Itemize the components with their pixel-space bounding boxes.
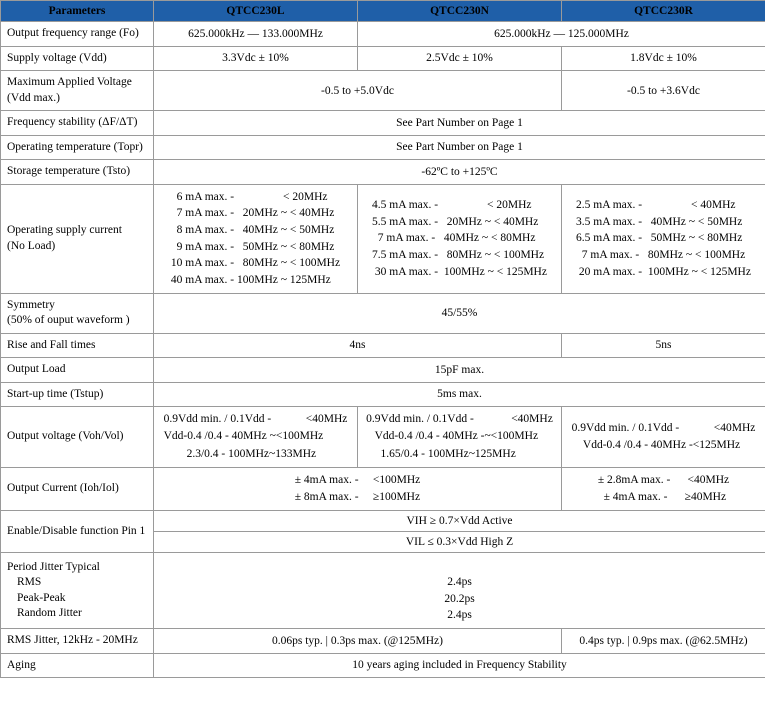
frequency-stability-value: See Part Number on Page 1 xyxy=(154,111,765,136)
rms-jitter-r: 0.4ps typ. | 0.9ps max. (@62.5MHz) xyxy=(562,629,765,654)
period-jitter-random-value: 2.4ps xyxy=(447,609,472,622)
table-row xyxy=(1,293,765,333)
table-body xyxy=(1,22,765,678)
supply-current-r-item: 7 mA max. - 80MHz ~ < 100MHz xyxy=(576,248,746,261)
output-voltage-r-item: 0.9Vdd min. / 0.1Vdd - <40MHz xyxy=(571,421,756,434)
startup-time-value: 5ms max. xyxy=(154,382,765,407)
period-jitter-label-peak-peak: Peak-Peak xyxy=(17,591,66,604)
operating-temperature-value: See Part Number on Page 1 xyxy=(154,135,765,160)
column-header-qtcc230n: QTCC230N xyxy=(358,1,562,22)
table-row xyxy=(1,511,765,532)
row-label-startup-time: Start-up time (Tstup) xyxy=(1,382,154,407)
table-row xyxy=(1,358,765,383)
table-row xyxy=(1,71,765,111)
table-row xyxy=(1,553,765,629)
table-row xyxy=(1,46,765,71)
output-voltage-n xyxy=(358,407,562,468)
period-jitter-label-line1: Period Jitter Typical xyxy=(7,560,100,573)
row-label-operating-supply-current xyxy=(1,184,154,293)
enable-disable-vih: VIH ≥ 0.7×Vdd Active xyxy=(154,511,765,532)
output-voltage-r-item: Vdd-0.4 /0.4 - 40MHz -<125MHz xyxy=(571,439,741,452)
output-frequency-nr: 625.000kHz — 125.000MHz xyxy=(358,22,765,47)
supply-voltage-l: 3.3Vdc ± 10% xyxy=(154,46,358,71)
table-row xyxy=(1,184,765,293)
table-header xyxy=(1,1,765,22)
rms-jitter-ln: 0.06ps typ. | 0.3ps max. (@125MHz) xyxy=(154,629,562,654)
row-label-frequency-stability: Frequency stability (ΔF/ΔT) xyxy=(1,111,154,136)
row-label-period-jitter xyxy=(1,553,154,629)
row-label-storage-temperature: Storage temperature (Tsto) xyxy=(1,160,154,185)
output-voltage-n-item: 1.65/0.4 - 100MHz~125MHz xyxy=(366,447,516,460)
rise-fall-ln: 4ns xyxy=(154,333,562,358)
output-current-r-item: ± 2.8mA max. - <40MHz xyxy=(597,473,730,486)
column-header-parameters: Parameters xyxy=(1,1,154,22)
supply-current-label-line1: Operating supply current xyxy=(7,224,122,237)
output-current-r-item: ± 4mA max. - ≥40MHz xyxy=(597,491,727,504)
table-header-row xyxy=(1,1,765,22)
period-jitter-label-rms: RMS xyxy=(17,576,42,589)
column-header-qtcc230r: QTCC230R xyxy=(562,1,765,22)
period-jitter-peak-peak-value: 20.2ps xyxy=(444,592,475,605)
row-label-output-current: Output Current (Ioh/Iol) xyxy=(1,467,154,511)
supply-current-n-item: 7.5 mA max. - 80MHz ~ < 100MHz xyxy=(372,248,545,261)
row-label-supply-voltage: Supply voltage (Vdd) xyxy=(1,46,154,71)
output-current-r xyxy=(562,467,765,511)
supply-current-l-item: 6 mA max. - < 20MHz xyxy=(170,190,328,203)
supply-current-n-item: 4.5 mA max. - < 20MHz xyxy=(372,198,532,211)
table-row xyxy=(1,135,765,160)
max-applied-label-line2: (Vdd max.) xyxy=(7,91,61,104)
supply-current-l xyxy=(154,184,358,293)
rise-fall-r: 5ns xyxy=(562,333,765,358)
table-row xyxy=(1,467,765,511)
max-applied-ln: -0.5 to +5.0Vdc xyxy=(154,71,562,111)
output-current-ln-item: ± 4mA max. - <100MHz xyxy=(294,473,421,486)
supply-voltage-r: 1.8Vdc ± 10% xyxy=(562,46,765,71)
output-voltage-l-item: 0.9Vdd min. / 0.1Vdd - <40MHz xyxy=(163,413,348,426)
storage-temperature-value: -62ºC to +125ºC xyxy=(154,160,765,185)
supply-current-l-item: 9 mA max. - 50MHz ~ < 80MHz xyxy=(170,240,335,253)
row-label-aging: Aging xyxy=(1,653,154,678)
row-label-output-load: Output Load xyxy=(1,358,154,383)
output-current-ln-item: ± 8mA max. - ≥100MHz xyxy=(294,491,421,504)
enable-disable-vil: VIL ≤ 0.3×Vdd High Z xyxy=(154,532,765,553)
supply-current-l-item: 7 mA max. - 20MHz ~ < 40MHz xyxy=(170,207,335,220)
row-label-max-applied-voltage xyxy=(1,71,154,111)
table-row xyxy=(1,160,765,185)
row-label-enable-disable: Enable/Disable function Pin 1 xyxy=(1,511,154,553)
row-label-operating-temperature: Operating temperature (Topr) xyxy=(1,135,154,160)
row-label-output-frequency: Output frequency range (Fo) xyxy=(1,22,154,47)
row-label-rise-fall-times: Rise and Fall times xyxy=(1,333,154,358)
table-row xyxy=(1,111,765,136)
symmetry-label-line1: Symmetry xyxy=(7,298,55,311)
table-row xyxy=(1,629,765,654)
output-voltage-r xyxy=(562,407,765,468)
table-row xyxy=(1,382,765,407)
supply-current-r xyxy=(562,184,765,293)
output-frequency-l: 625.000kHz — 133.000MHz xyxy=(154,22,358,47)
supply-current-r-item: 2.5 mA max. - < 40MHz xyxy=(576,198,736,211)
supply-current-n-item: 5.5 mA max. - 20MHz ~ < 40MHz xyxy=(372,215,539,228)
output-load-value: 15pF max. xyxy=(154,358,765,383)
supply-current-n xyxy=(358,184,562,293)
symmetry-label-line2: (50% of ouput waveform ) xyxy=(7,314,130,327)
column-header-qtcc230l: QTCC230L xyxy=(154,1,358,22)
table-row xyxy=(1,22,765,47)
supply-current-r-item: 20 mA max. - 100MHz ~ < 125MHz xyxy=(576,265,751,278)
supply-current-n-item: 7 mA max. - 40MHz ~ < 80MHz xyxy=(372,232,536,245)
output-current-ln xyxy=(154,467,562,511)
supply-current-l-item: 8 mA max. - 40MHz ~ < 50MHz xyxy=(170,223,335,236)
table-row xyxy=(1,333,765,358)
output-voltage-l xyxy=(154,407,358,468)
supply-current-r-item: 3.5 mA max. - 40MHz ~ < 50MHz xyxy=(576,215,743,228)
max-applied-r: -0.5 to +3.6Vdc xyxy=(562,71,765,111)
output-voltage-n-item: Vdd-0.4 /0.4 - 40MHz -~<100MHz xyxy=(366,430,539,443)
row-label-rms-jitter: RMS Jitter, 12kHz - 20MHz xyxy=(1,629,154,654)
period-jitter-label-random: Random Jitter xyxy=(17,607,82,620)
supply-current-n-item: 30 mA max. - 100MHz ~ < 125MHz xyxy=(372,265,547,278)
supply-current-label-line2: (No Load) xyxy=(7,239,56,252)
table-row xyxy=(1,653,765,678)
symmetry-value: 45/55% xyxy=(154,293,765,333)
row-label-output-voltage: Output voltage (Voh/Vol) xyxy=(1,407,154,468)
output-voltage-l-item: 2.3/0.4 - 100MHz~133MHz xyxy=(163,447,317,460)
period-jitter-values xyxy=(154,553,765,629)
max-applied-label-line1: Maximum Applied Voltage xyxy=(7,76,132,89)
table-row xyxy=(1,407,765,468)
supply-current-l-item: 40 mA max. - 100MHz ~ 125MHz xyxy=(170,273,331,286)
row-label-symmetry xyxy=(1,293,154,333)
output-voltage-l-item: Vdd-0.4 /0.4 - 40MHz ~<100MHz xyxy=(163,430,324,443)
period-jitter-rms-value: 2.4ps xyxy=(447,576,472,589)
output-voltage-n-item: 0.9Vdd min. / 0.1Vdd - <40MHz xyxy=(366,413,553,426)
aging-value: 10 years aging included in Frequency Stability xyxy=(154,653,765,678)
supply-voltage-n: 2.5Vdc ± 10% xyxy=(358,46,562,71)
supply-current-r-item: 6.5 mA max. - 50MHz ~ < 80MHz xyxy=(576,232,743,245)
supply-current-l-item: 10 mA max. - 80MHz ~ < 100MHz xyxy=(170,257,341,270)
